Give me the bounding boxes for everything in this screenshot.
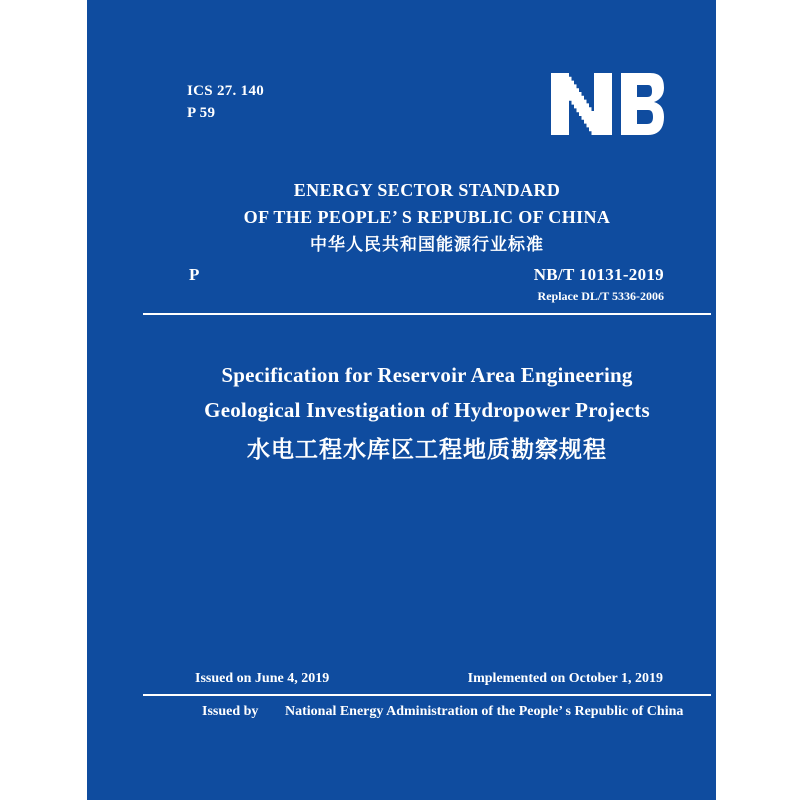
class-letter: P (189, 265, 200, 284)
title-cn: 水电工程水库区工程地质勘察规程 (247, 436, 607, 462)
implemented-on-date: Implemented on October 1, 2019 (467, 671, 663, 686)
title-en-line1: Specification for Reservoir Area Engineering (221, 363, 633, 387)
standard-number-row (143, 265, 711, 285)
org-heading (143, 177, 711, 258)
standard-number: NB/T 10131-2019 (533, 265, 664, 284)
standard-cover-page (87, 0, 716, 800)
doc-class-code: P 59 (187, 105, 216, 121)
org-heading-cn: 中华人民共和国能源行业标准 (310, 235, 544, 254)
replaces-row (143, 287, 711, 305)
issued-by-value: National Energy Administration of the People’ s Republic of China (285, 704, 684, 719)
nb-logo-icon (551, 72, 665, 136)
issued-by-label: Issued by (202, 704, 259, 719)
org-heading-en-line2: OF THE PEOPLE’ S REPUBLIC OF CHINA (243, 207, 611, 227)
title-en-line2: Geological Investigation of Hydropower Projects (204, 398, 650, 422)
nb-logo (551, 72, 665, 136)
title-block (143, 358, 711, 470)
replaces-note: Replace DL/T 5336-2006 (537, 289, 664, 303)
top-divider-rule (143, 313, 711, 315)
org-heading-en-line1: ENERGY SECTOR STANDARD (293, 180, 561, 200)
bottom-divider-rule (143, 694, 711, 696)
ics-code: ICS 27. 140 (187, 83, 265, 99)
issued-on-date: Issued on June 4, 2019 (195, 671, 330, 686)
ics-block (187, 80, 264, 124)
dates-row (143, 671, 711, 691)
